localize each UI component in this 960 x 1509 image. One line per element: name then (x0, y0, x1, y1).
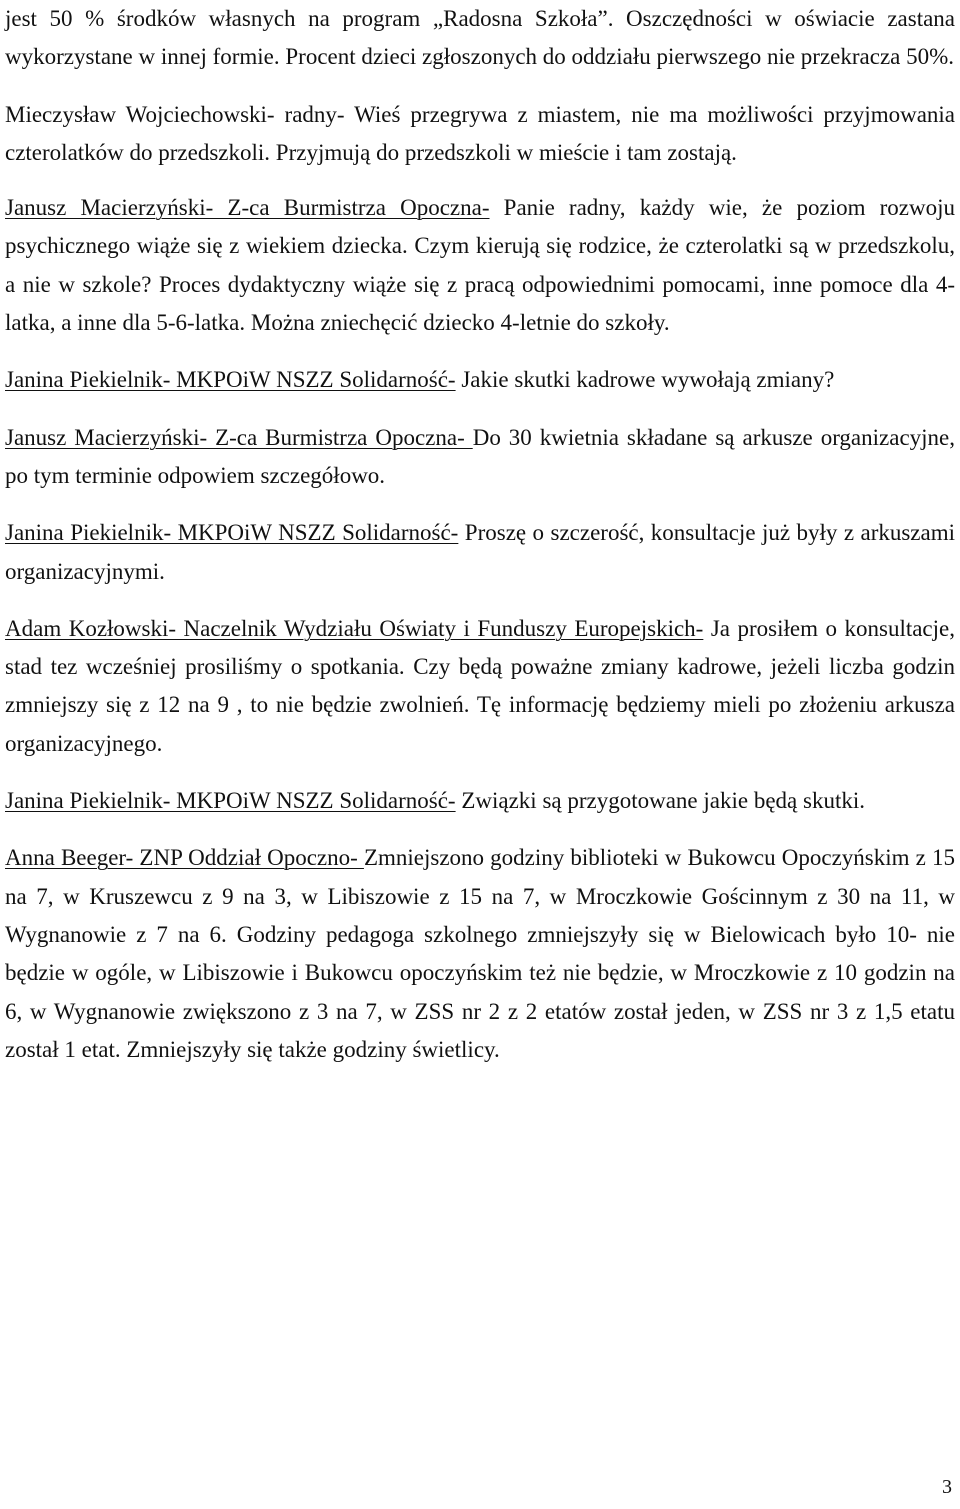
paragraph-text: Jakie skutki kadrowe wywołają zmiany? (455, 367, 835, 393)
paragraph-5 (5, 419, 955, 496)
speaker-name: Janusz Macierzyński- Z-ca Burmistrza Opoczna- (5, 424, 473, 450)
paragraph-text: Proszę o szczerość, konsultacje już były z arkuszami organizacyjnymi. (5, 520, 956, 584)
paragraph-3 (5, 189, 955, 342)
speaker-name: Janusz Macierzyński- Z-ca Burmistrza Opoczna- (5, 195, 490, 221)
paragraph-text: Do 30 kwietnia składane są arkusze organizacyjne, po tym terminie odpowiem szczegółowo. (5, 424, 956, 488)
paragraph-4 (5, 361, 955, 399)
paragraph-text: jest 50 % środków własnych na program „Radosna Szkoła”. Oszczędności w oświacie zastana wykorzystane w innej formie. Procent dzieci zgłoszonych do oddziału pierwszego nie przekracza 50%. (5, 6, 955, 70)
speaker-name: Anna Beeger- ZNP Oddział Opoczno- (5, 845, 364, 871)
paragraph-text: Ja prosiłem o konsultacje, stad tez wcześniej prosiliśmy o spotkania. Czy będą poważne zmiany kadrowe, jeżeli liczba godzin zmniejszy się z 12 na 9 , to nie będzie zwolnień. Tę informację będziemy mieli po złożeniu arkusza organizacyjnego. (5, 615, 955, 756)
paragraph-text: Panie radny, każdy wie, że poziom rozwoju psychicznego wiąże się z wiekiem dziecka. Czym kierują się rodzice, że czterolatki są w przedszkolu, a nie w szkole? Proces dydaktyczny wiąże się z pracą odpowiednimi pomocami, inne pomoce dla 4-latka, a inne dla 5-6-latka. Można zniechęcić dziecko 4-letnie do szkoły. (5, 195, 956, 336)
speaker-name: Janina Piekielnik- MKPOiW NSZZ Solidarność- (5, 367, 456, 393)
speaker-name: Adam Kozłowski- Naczelnik Wydziału Oświaty i Funduszy Europejskich- (5, 615, 704, 641)
paragraph-2 (5, 96, 955, 173)
paragraph-text: Zmniejszono godziny biblioteki w Bukowcu Opoczyńskim z 15 na 7, w Kruszewcu z 9 na 3, w Libiszowie z 15 na 7, w Mroczkowie Gościnnym z 30 na 11, w Wygnanowie z 7 na 6. Godziny pedagoga szkolnego zmniejszyły się w Bielowicach było 10- nie będzie w ogóle, w Libiszowie i Bukowcu opoczyńskim też nie będzie, w Mroczkowie z 10 godzin na 6, w Wygnanowie zwiększono z 3 na 7, w ZSS nr 2 z 2 etatów został jeden, w ZSS nr 3 z 1,5 etatu został 1 etat. Zmniejszyły się także godziny świetlicy. (5, 845, 955, 1062)
paragraph-text: Mieczysław Wojciechowski- radny- Wieś przegrywa z miastem, nie ma możliwości przyjmowania czterolatków do przedszkoli. Przyjmują do przedszkoli w mieście i tam zostają. (5, 101, 955, 165)
paragraph-text: Związki są przygotowane jakie będą skutki. (455, 788, 865, 814)
speaker-name: Janina Piekielnik- MKPOiW NSZZ Solidarność- (5, 788, 456, 814)
speaker-name: Janina Piekielnik- MKPOiW NSZZ Solidarność- (5, 520, 459, 546)
paragraph-1 (5, 0, 955, 77)
paragraph-8 (5, 782, 955, 820)
paragraph-6 (5, 514, 955, 591)
page-number: 3 (942, 1476, 952, 1498)
paragraph-7 (5, 610, 955, 763)
paragraph-9 (5, 839, 955, 1069)
document-page (5, 0, 955, 1069)
